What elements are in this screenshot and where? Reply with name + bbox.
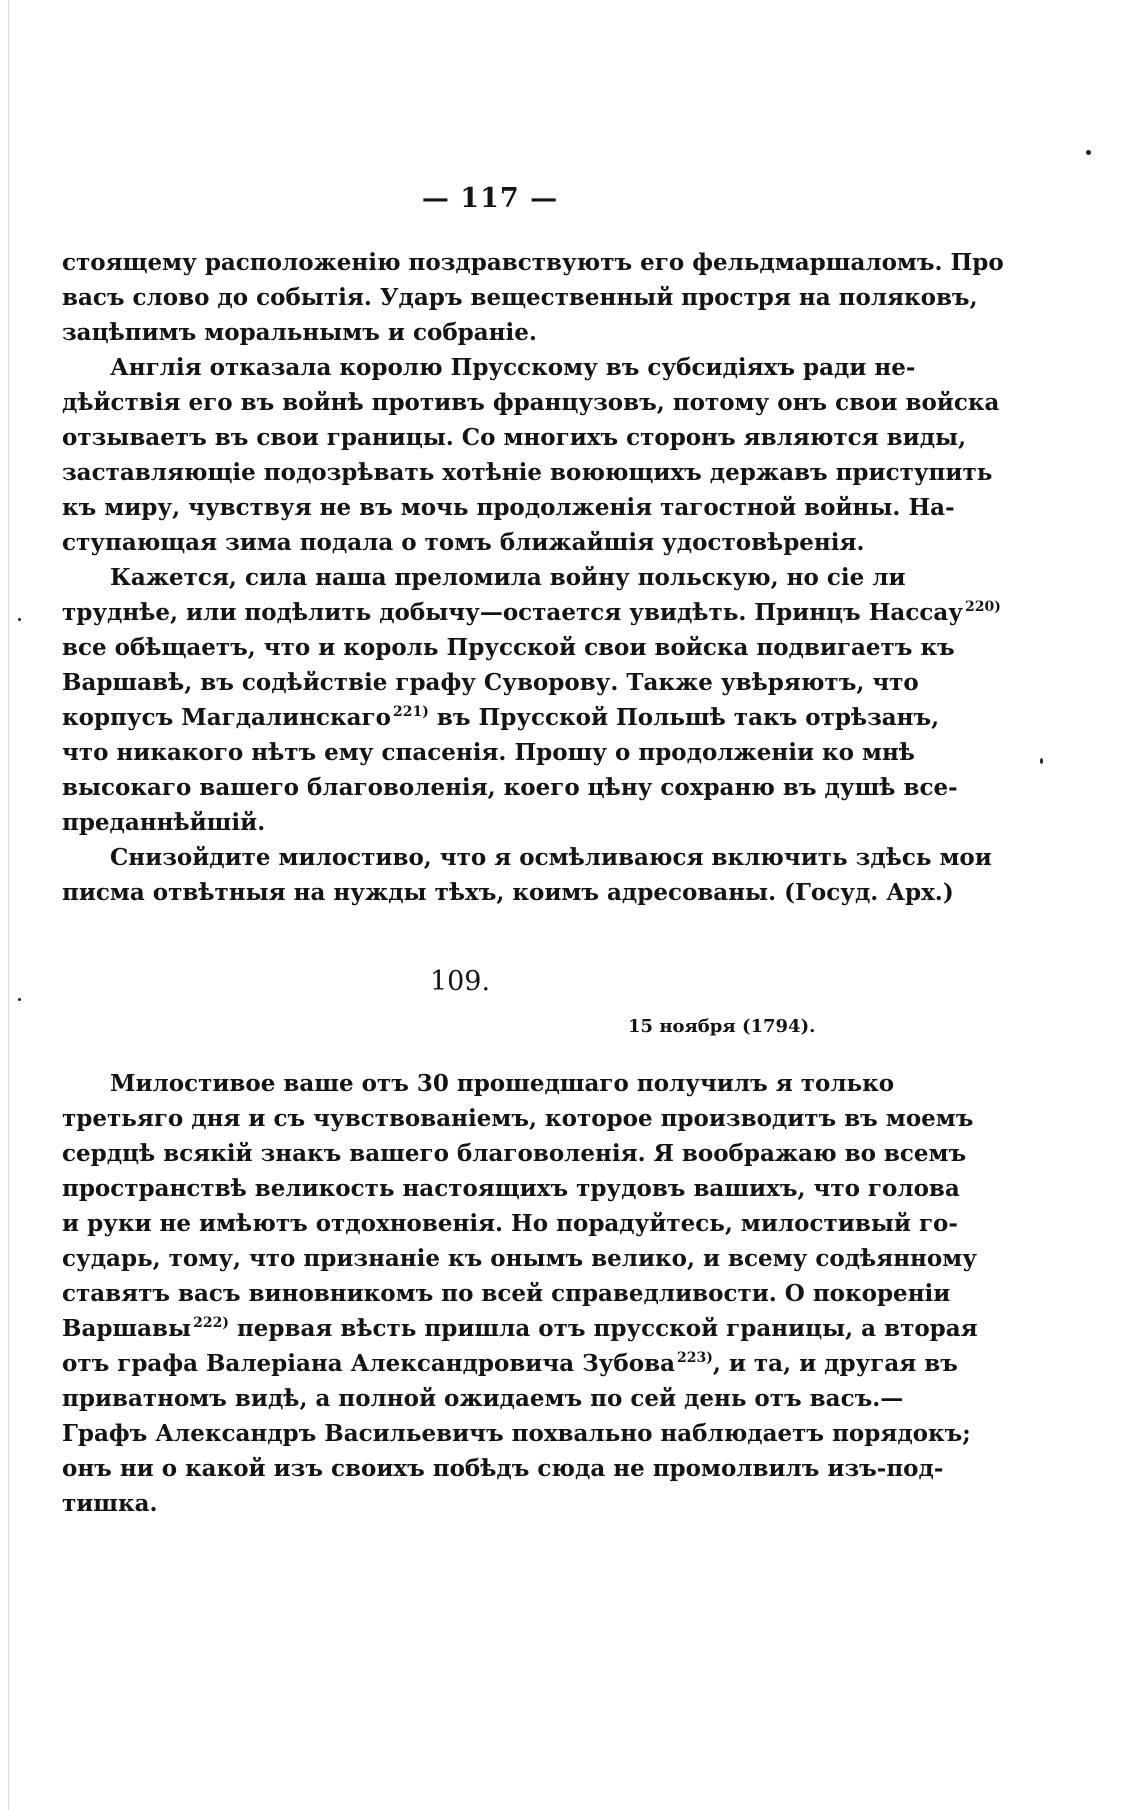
text-line: зацѣпимъ моральнымъ и собраніе.	[62, 319, 537, 346]
footnote-ref: 223)	[676, 1350, 713, 1366]
text-line: ступающая зима подала о томъ ближайшія удостовѣренія.	[62, 529, 865, 556]
footnote-ref: 222)	[193, 1315, 229, 1331]
scan-speck	[1086, 150, 1091, 155]
text-line: третьяго дня и съ чувствованіемъ, которое производитъ въ моемъ	[62, 1105, 974, 1132]
text-line: сударь, тому, что признаніе къ онымъ велико, и всему содѣянному	[62, 1245, 977, 1272]
text-line	[62, 595, 1001, 630]
footnote-ref: 221)	[393, 704, 429, 720]
scan-edge-line	[8, 0, 9, 1810]
letter-paragraph	[62, 1066, 978, 1521]
text-line: Графъ Александръ Васильевичъ похвально наблюдаетъ порядокъ;	[62, 1420, 971, 1447]
footnote-number: 222	[193, 1315, 223, 1331]
text-fragment: первая вѣсть пришла отъ прусской границы, а вторая	[228, 1315, 978, 1342]
paragraph-1	[62, 245, 1004, 350]
top-section	[62, 245, 1004, 910]
page-number: — 117 —	[421, 183, 559, 214]
text-line: писма отвѣтныя на нужды тѣхъ, коимъ адресованы. (Госуд. Арх.)	[62, 879, 954, 906]
text-fragment: Варшавы	[62, 1315, 192, 1342]
text-fragment: труднѣе, или подѣлить добычу—остается увидѣть. Принцъ Нассау	[62, 599, 963, 626]
text-line: тишка.	[62, 1490, 158, 1517]
text-line: дѣйствія его въ войнѣ противъ французовъ, потому онъ свои войска	[62, 389, 1000, 416]
text-fragment: , и та, и другая въ	[712, 1350, 958, 1377]
text-line: Варшавѣ, въ содѣйствіе графу Суворову. Также увѣряютъ, что	[62, 669, 919, 696]
text-line: стоящему расположенію поздравствуютъ его фельдмаршаломъ. Про	[62, 249, 1004, 276]
text-line: Кажется, сила наша преломила войну польскую, но сіе ли	[110, 564, 906, 591]
text-line: что никакого нѣтъ ему спасенія. Прошу о продолженіи ко мнѣ	[62, 739, 915, 766]
footnote-number: 221	[393, 704, 423, 720]
text-line: Снизойдите милостиво, что я осмѣливаюся включить здѣсь мои	[110, 844, 992, 871]
paragraph-2	[62, 350, 1000, 560]
text-fragment: корпусъ Магдалинскаго	[62, 704, 391, 731]
text-line: все обѣщаетъ, что и король Прусской свои войска подвигаетъ къ	[62, 634, 955, 661]
text-line: пространствѣ великость настоящихъ трудовъ вашихъ, что голова	[62, 1175, 960, 1202]
paragraph-4	[62, 840, 992, 910]
text-line: высокаго вашего благоволенія, коего цѣну сохраню въ душѣ все-	[62, 774, 958, 801]
letter-number: 109.	[429, 966, 491, 997]
text-line: заставляющіе подозрѣвать хотѣніе воюющихъ державъ приступить	[62, 459, 993, 486]
text-line: отзываетъ въ свои границы. Со многихъ сторонъ являются виды,	[62, 424, 967, 451]
text-line: онъ ни о какой изъ своихъ побѣдъ сюда не промолвилъ изъ-под-	[62, 1455, 944, 1482]
letter-body	[62, 1066, 978, 1521]
scan-speck	[1040, 758, 1043, 764]
text-fragment: въ Прусской Польшѣ такъ отрѣзанъ,	[428, 704, 940, 731]
text-line: Англія отказала королю Прусскому въ субсидіяхъ ради не-	[110, 354, 916, 381]
footnote-number: 223	[676, 1350, 707, 1366]
footnote-number: 220	[964, 599, 995, 615]
footnote-ref: 220)	[964, 599, 1001, 615]
text-line: преданнѣйшій.	[62, 809, 266, 836]
text-line: приватномъ видѣ, а полной ожидаемъ по сей день отъ васъ.—	[62, 1385, 904, 1412]
text-line: васъ слово до событія. Ударъ вещественный простря на поляковъ,	[62, 284, 978, 311]
text-line	[62, 700, 940, 735]
scan-speck	[18, 618, 21, 621]
scan-speck	[18, 998, 21, 1001]
text-line	[62, 1311, 978, 1346]
text-fragment: отъ графа Валеріана Александровича Зубова	[62, 1350, 675, 1377]
text-line	[62, 1346, 958, 1381]
text-line: Милостивое ваше отъ 30 прошедшаго получилъ я только	[110, 1070, 895, 1097]
paragraph-3	[62, 560, 1001, 840]
text-line: сердцѣ всякій знакъ вашего благоволенія. Я воображаю во всемъ	[62, 1140, 967, 1167]
text-line: къ миру, чувствуя не въ мочь продолженія тагостной войны. На-	[62, 494, 955, 521]
text-line: и руки не имѣютъ отдохновенія. Но порадуйтесь, милостивый го-	[62, 1210, 958, 1237]
text-line: ставятъ васъ виновникомъ по всей справедливости. О покореніи	[62, 1280, 951, 1307]
letter-date: 15 ноября (1794).	[628, 1016, 816, 1037]
